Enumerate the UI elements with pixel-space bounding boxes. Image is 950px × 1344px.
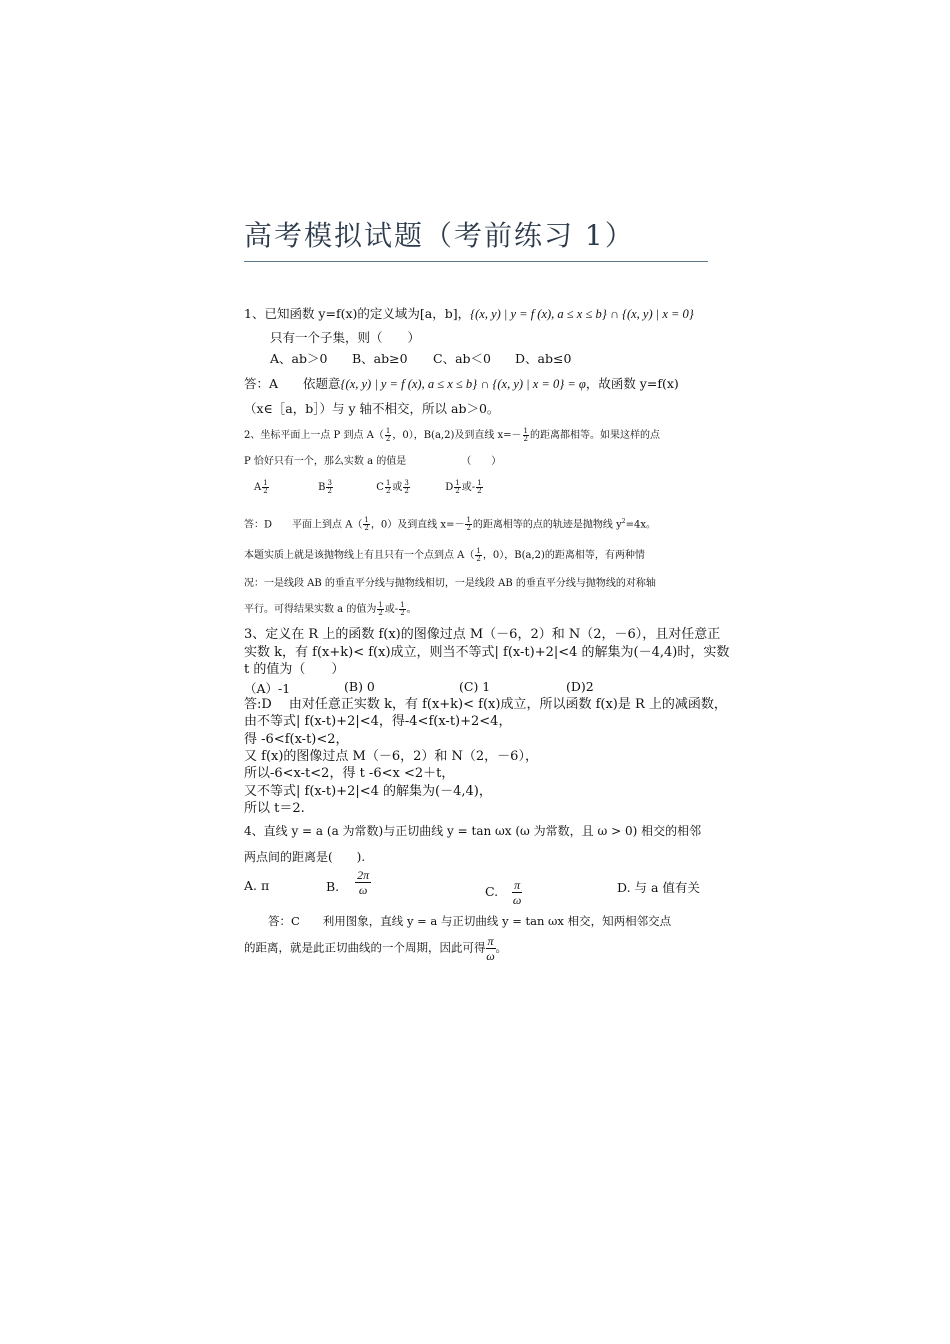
- q2-answer-a: 答：D 平面上到点 A（: [244, 519, 363, 531]
- q4-option-b-label: B.: [326, 879, 340, 894]
- q1-option-c: C、ab＜0: [433, 351, 491, 366]
- q3-answer-line2: 由不等式| f(x-t)+2|<4，得-4<f(x-t)+2<4，: [244, 714, 512, 729]
- q2-option-d-or: 或-: [461, 482, 476, 493]
- frac-den: ω: [512, 893, 522, 907]
- q1-option-a: A、ab＞0: [270, 351, 328, 366]
- q2-line1-a: 2、坐标平面上一点 P 到点 A（: [244, 430, 384, 441]
- frac-den: 2: [523, 435, 529, 443]
- frac-den: 2: [476, 555, 481, 563]
- frac-num: 1: [523, 427, 529, 435]
- q3-answer-line6: 又不等式| f(x-t)+2|<4 的解集为(－4,4)，: [244, 784, 492, 799]
- frac-den: 2: [378, 609, 383, 617]
- frac-den: 2: [400, 609, 405, 617]
- q2-answer: [244, 514, 656, 533]
- frac-den: 2: [263, 487, 268, 495]
- q1-stem-text: 1、已知函数 y=f(x)的定义域为[a，b]，: [244, 306, 471, 321]
- q2-option-c-frac1: [385, 480, 391, 495]
- q3-option-b: (B) 0: [344, 679, 375, 694]
- q1-answer: [244, 376, 679, 392]
- frac-num: 1: [364, 516, 369, 525]
- q2-answer-d: =4x。: [625, 519, 656, 531]
- q2-option-d-label: D: [445, 482, 454, 493]
- frac-den: ω: [486, 949, 495, 963]
- frac-den: 2: [477, 487, 482, 495]
- q2-explain-line1: [244, 548, 645, 564]
- q3-option-d: (D)2: [566, 679, 594, 694]
- q2-stem-line2: P 恰好只有一个，那么实数 a 的值是 （ ）: [244, 456, 502, 467]
- q2-option-c-label: C: [376, 482, 384, 493]
- q1-answer-text-b: ，故函数 y=f(x): [585, 376, 679, 391]
- q2-stem-line1: [244, 428, 660, 444]
- frac-den: 2: [455, 487, 460, 495]
- page-title: 高考模拟试题（考前练习 1）: [244, 219, 635, 252]
- q3-answer-line3: 得 -6<f(x-t)<2，: [244, 732, 349, 747]
- q2-frac-a: [385, 428, 391, 443]
- q3-stem-line1: 3、定义在 R 上的函数 f(x)的图像过点 M（－6，2）和 N（2，－6），且对任意正: [244, 627, 721, 642]
- q2-line1-c: 的距离都相等。如果这样的点: [530, 430, 661, 441]
- q4-option-c-label: C.: [485, 884, 499, 899]
- q2-option-a-label: A: [254, 482, 262, 493]
- q2-answer-frac-a: [363, 517, 369, 532]
- q4-answer-frac: [486, 934, 496, 963]
- q3-answer-line7: 所以 t＝2.: [244, 801, 305, 816]
- frac-num: 1: [455, 479, 460, 487]
- q4-option-a: A. π: [244, 878, 270, 893]
- q3-stem-line3: t 的值为（ ）: [244, 662, 345, 677]
- q2-line1-b: ，0），B(a,2)及到直线 x=－: [392, 430, 522, 441]
- q3-option-c: (C) 1: [459, 679, 491, 694]
- frac-num: π: [487, 934, 494, 948]
- q3-stem-line2: 实数 k，有 f(x+k)< f(x)成立，则当不等式| f(x-t)+2|<4 的解集为(－4,4)时，实数: [244, 645, 730, 660]
- frac-num: 1: [466, 516, 471, 525]
- q2-frac-b: [523, 428, 529, 443]
- q2-exp1-a: 本题实质上就是该抛物线上有且只有一个点到点 A（: [244, 550, 475, 561]
- frac-num: 1: [477, 479, 482, 487]
- q2-option-d-frac2: [476, 480, 482, 495]
- q2-option-c-or: 或: [392, 482, 403, 493]
- q1-option-b: B、ab≥0: [352, 351, 408, 366]
- frac-den: 2: [404, 487, 409, 495]
- q4-answer-line2: [244, 934, 507, 963]
- q2-option-d-frac1: [454, 480, 460, 495]
- frac-num: 1: [385, 479, 391, 487]
- q4-stem-line1: 4、直线 y = a (a 为常数)与正切曲线 y = tan ωx (ω 为常数，且 ω > 0) 相交的相邻: [244, 824, 702, 838]
- frac-num: 3: [327, 479, 332, 487]
- frac-den: ω: [358, 883, 368, 897]
- q2-exp3-a: 平行。可得结果实数 a 的值为: [244, 604, 377, 615]
- frac-den: 2: [466, 524, 471, 533]
- frac-num: 1: [400, 601, 405, 609]
- q2-answer-b: ，0）及到直线 x=－: [370, 519, 465, 531]
- frac-den: 2: [327, 487, 332, 495]
- frac-num: 3: [404, 479, 409, 487]
- q2-answer-c: 的距离相等的点的轨迹是抛物线 y: [472, 519, 622, 531]
- q4-option-b-frac: [355, 868, 371, 897]
- q4-option-c-frac: [512, 878, 522, 907]
- q2-exp3-frac2: [399, 602, 405, 617]
- q4-option-d: D. 与 a 值有关: [617, 880, 700, 895]
- q1-answer-text: 答：A 依题意: [244, 376, 341, 391]
- q4-option-c: [485, 878, 522, 907]
- q3-answer-line5: 所以-6<x-t<2，得 t -6<x <2＋t，: [244, 766, 455, 781]
- q2-options: [254, 480, 484, 496]
- q1-stem-set: {(x, y) | y = f (x), a ≤ x ≤ b} ∩ {(x, y) | x = 0}: [470, 307, 694, 321]
- q1-answer-line2: （x∈［a，b］）与 y 轴不相交，所以 ab＞0。: [244, 401, 500, 416]
- q4-answer-end: 。: [495, 940, 508, 955]
- q4-stem-line2: 两点间的距离是( ).: [244, 850, 366, 864]
- frac-den: 2: [364, 524, 369, 533]
- q2-option-b-frac: [326, 480, 332, 495]
- q4-answer-line1: 答：C 利用图象，直线 y = a 与正切曲线 y = tan ωx 相交，知两相邻交点: [268, 914, 672, 928]
- frac-num: 1: [476, 547, 481, 555]
- q2-option-b-label: B: [318, 482, 326, 493]
- q1-option-d: D、ab≤0: [515, 351, 572, 366]
- q1-answer-set: {(x, y) | y = f (x), a ≤ x ≤ b} ∩ {(x, y) | x = 0} = φ: [340, 377, 586, 391]
- frac-den: 2: [385, 487, 391, 495]
- q3-option-a: （A）-1: [244, 681, 291, 696]
- q2-exp3-b: 或-: [384, 604, 399, 615]
- q4-answer-text: 的距离，就是此正切曲线的一个周期，因此可得: [244, 940, 486, 955]
- q2-option-c-frac2: [403, 480, 409, 495]
- q1-stem-b: 只有一个子集，则（ ）: [270, 330, 421, 345]
- q2-exp3-c: 。: [406, 604, 417, 615]
- q2-exp1-b: ，0），B(a,2)的距离相等，有两种情: [482, 550, 645, 561]
- frac-den: 2: [385, 435, 391, 443]
- frac-num: 1: [263, 479, 268, 487]
- q2-explain-line3: [244, 602, 417, 618]
- frac-num: π: [514, 878, 521, 892]
- title-divider: [244, 261, 708, 262]
- frac-num: 2π: [357, 868, 370, 882]
- q3-answer-line1: 答:D 由对任意正实数 k，有 f(x+k)< f(x)成立，所以函数 f(x)是 R 上的减函数，: [244, 697, 727, 712]
- q1-stem: [244, 306, 694, 322]
- q3-answer-line4: 又 f(x)的图像过点 M（－6，2）和 N（2，－6），: [244, 749, 538, 764]
- frac-num: 1: [385, 427, 391, 435]
- q2-exp1-frac: [475, 548, 481, 563]
- frac-num: 1: [378, 601, 383, 609]
- q2-answer-sup: 2: [621, 518, 626, 525]
- q2-explain-line2: 况：一是线段 AB 的垂直平分线与抛物线相切，一是线段 AB 的垂直平分线与抛物线的对称轴: [244, 578, 656, 589]
- q2-exp3-frac1: [377, 602, 383, 617]
- q2-answer-frac-b: [465, 517, 471, 532]
- q2-option-a-frac: [262, 480, 268, 495]
